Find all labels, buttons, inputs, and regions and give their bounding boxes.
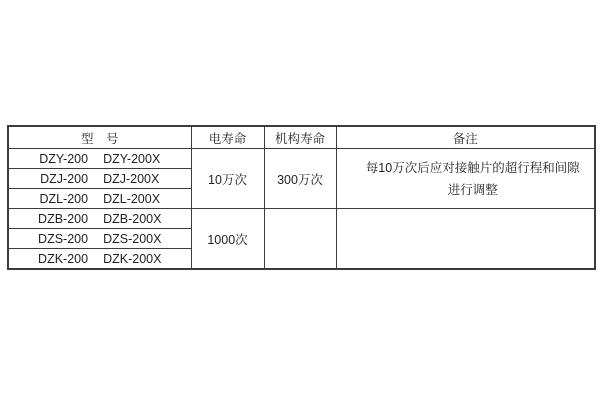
model-code: DZB-200: [38, 211, 89, 226]
header-mechanical-life: 机构寿命: [264, 126, 336, 149]
model-code: DZK-200X: [103, 251, 162, 266]
model-cell-dzb: [8, 209, 191, 229]
model-cell-dzy: [8, 149, 191, 169]
remarks-line-1: 每10万次后应对接触片的超行程和间隙: [365, 160, 580, 175]
table-row: [8, 209, 595, 229]
model-code: DZY-200X: [103, 151, 161, 166]
remarks-cell-group1: [336, 149, 595, 209]
relay-spec-table: [7, 125, 596, 270]
electrical-life-cell-group1: 10万次: [191, 149, 264, 209]
model-code: DZB-200X: [103, 211, 162, 226]
header-model: 型 号: [8, 126, 191, 149]
electrical-life-cell-group2: 1000次: [191, 209, 264, 270]
header-electrical-life: 电寿命: [191, 126, 264, 149]
header-remarks: 备注: [336, 126, 595, 149]
mechanical-life-cell-group1: 300万次: [264, 149, 336, 209]
model-code: DZY-200: [39, 151, 89, 166]
table-row: [8, 149, 595, 169]
model-code: DZL-200X: [103, 191, 161, 206]
model-code: DZJ-200: [40, 171, 89, 186]
model-cell-dzs: [8, 229, 191, 249]
model-cell-dzk: [8, 249, 191, 270]
remarks-cell-group2: [336, 209, 595, 270]
model-code: DZS-200X: [103, 231, 162, 246]
remarks-line-2: 进行调整: [447, 182, 498, 197]
model-cell-dzl: [8, 189, 191, 209]
model-code: DZL-200: [39, 191, 89, 206]
header-row: [8, 126, 595, 149]
model-code: DZJ-200X: [103, 171, 160, 186]
mechanical-life-cell-group2: [264, 209, 336, 270]
model-code: DZS-200: [38, 231, 89, 246]
model-code: DZK-200: [38, 251, 89, 266]
model-cell-dzj: [8, 169, 191, 189]
